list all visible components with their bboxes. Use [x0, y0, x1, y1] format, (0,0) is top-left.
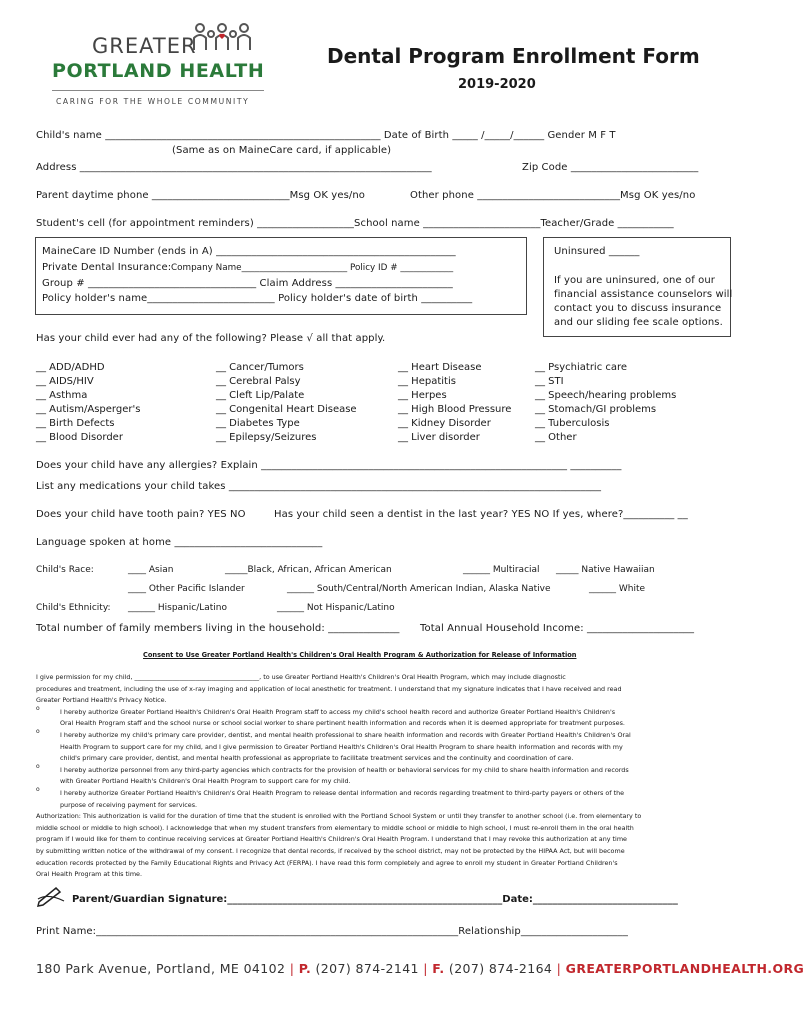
footer-separator: |	[289, 961, 295, 976]
condition-checkbox[interactable]: __ Cerebral Palsy	[216, 376, 301, 387]
condition-checkbox[interactable]: __ Cancer/Tumors	[216, 362, 304, 373]
condition-checkbox[interactable]: __ ADD/ADHD	[36, 362, 105, 373]
condition-checkbox[interactable]: __ STI	[535, 376, 564, 387]
conditions-col-2	[216, 361, 357, 445]
ethnicity-not-hispanic-option[interactable]: ______ Not Hispanic/Latino	[277, 603, 395, 613]
private-insurance-label: Private Dental Insurance:	[42, 262, 172, 273]
footer-fax-label: F.	[432, 961, 445, 976]
dentist-question[interactable]: Has your child seen a dentist in the last year? YES NO If yes, where?__________ __	[274, 509, 688, 520]
uninsured-note-2: financial assistance counselors will	[554, 289, 733, 300]
allergies-field[interactable]: Does your child have any allergies? Explain ____________________________________________________________ __________	[36, 460, 622, 471]
consent-line: Oral Health Program staff and the school nurse or school social worker to share pertinent health information and records when it is deemed appropriate for treatment purposes.	[60, 719, 625, 728]
consent-line: I hereby authorize Greater Portland Health's Children's Oral Health Program to release dental information and records regarding treatment to third-party payers or others of the	[60, 788, 625, 797]
uninsured-field[interactable]: Uninsured ______	[554, 246, 640, 257]
group-claim-field[interactable]: Group # _________________________________ Claim Address _______________________	[42, 278, 453, 289]
other-phone-field[interactable]: Other phone ____________________________Msg OK yes/no	[410, 190, 696, 201]
consent-line: I hereby authorize Greater Portland Health's Children's Oral Health Program staff to access my child's school health record and authorize Greater Portland Health's Children's	[60, 707, 616, 716]
authorization-line: education records protected by the Family Educational Rights and Privacy Act (FERPA). I have read this form completely and agree to enroll my student in Greater Portland Children's	[36, 858, 618, 867]
company-policy-field[interactable]: Company Name________________________ Policy ID # ____________	[171, 263, 454, 273]
condition-checkbox[interactable]: __ Herpes	[398, 390, 447, 401]
ethnicity-label: Child's Ethnicity:	[36, 603, 111, 613]
condition-checkbox[interactable]: __ Psychiatric care	[535, 362, 628, 373]
logo	[52, 18, 267, 113]
footer-fax: (207) 874-2164	[448, 961, 553, 976]
address-field[interactable]: Address _____________________________________________________________________	[36, 162, 432, 173]
footer-website[interactable]: GREATERPORTLANDHEALTH.ORG	[565, 961, 804, 976]
policy-holder-field[interactable]: Policy holder's name_________________________ Policy holder's date of birth __________	[42, 293, 473, 304]
zip-field[interactable]: Zip Code _________________________	[522, 162, 699, 173]
authorization-line: Authorization: This authorization is valid for the duration of time that the student is enrolled with the Portland School System or until they transfer to another school (i.e. from elementary to	[36, 812, 642, 821]
condition-checkbox[interactable]: __ Cleft Lip/Palate	[216, 390, 305, 401]
family-members-field[interactable]: Total number of family members living in the household: ______________	[36, 623, 400, 634]
uninsured-note-1: If you are uninsured, one of our	[554, 275, 716, 286]
condition-checkbox[interactable]: __ Autism/Asperger's	[36, 404, 141, 415]
bullet-icon: o	[36, 728, 40, 735]
race-white-option[interactable]: ______ White	[589, 584, 646, 594]
condition-checkbox[interactable]: __ Congenital Heart Disease	[216, 404, 357, 415]
consent-line: I give permission for my child, _______________________________________, to use Greater Portland Health's Children's Oral Health Program, which may include diagnostic	[36, 673, 566, 681]
race-hawaiian-option[interactable]: _____ Native Hawaiian	[556, 565, 655, 575]
income-field[interactable]: Total Annual Household Income: _____________________	[420, 623, 695, 634]
race-pacific-option[interactable]: ____ Other Pacific Islander	[128, 584, 245, 594]
child-name-sublabel: (Same as on MaineCare card, if applicable)	[172, 145, 392, 156]
consent-line: I hereby authorize my child's primary care provider, dentist, and mental health professional to share health information and records with Greater Portland Health's Children's Oral	[60, 730, 631, 739]
uninsured-note-4: and our sliding fee scale options.	[554, 317, 723, 328]
race-native-option[interactable]: ______ South/Central/North American Indian, Alaska Native	[287, 584, 551, 594]
child-name-row[interactable]: Child's name ______________________________________________________ Date of Birth _____ /_____/______ Gender M F T	[36, 130, 616, 141]
consent-line: child's primary care provider, dentist, and mental health professional as appropriate to facilitate treatment services and the continuity and coordination of care.	[60, 754, 574, 763]
consent-line: Health Program to support care for my child, and I give permission to Greater Portland Health's Children's Oral Health Program to share health information and records with my	[60, 742, 623, 751]
footer-phone-label: P.	[298, 961, 312, 976]
privacy-notice-line: Greater Portland Health's Privacy Notice.	[36, 696, 167, 705]
condition-checkbox[interactable]: __ Asthma	[36, 390, 88, 401]
race-black-option[interactable]: _____Black, African, African American	[225, 565, 392, 575]
footer-phone: (207) 874-2141	[315, 961, 419, 976]
conditions-col-3	[398, 361, 511, 445]
conditions-question: Has your child ever had any of the following? Please √ all that apply.	[36, 333, 386, 344]
logo-line1: GREATER	[92, 34, 197, 58]
bullet-icon: o	[36, 705, 40, 712]
condition-checkbox[interactable]: __ Kidney Disorder	[398, 418, 491, 429]
student-cell-row[interactable]: Student's cell (for appointment reminders) ___________________School name _______________________Teacher/Grade ___________	[36, 218, 674, 229]
ethnicity-hispanic-option[interactable]: ______ Hispanic/Latino	[128, 603, 227, 613]
condition-checkbox[interactable]: __ Blood Disorder	[36, 432, 123, 443]
pen-icon	[36, 884, 66, 906]
condition-checkbox[interactable]: __ Speech/hearing problems	[535, 390, 677, 401]
consent-line: I hereby authorize personnel from any third-party agencies which contracts for the provision of health or behavioral services for my child to share health information and records	[60, 765, 629, 774]
condition-checkbox[interactable]: __ Epilepsy/Seizures	[216, 432, 317, 443]
conditions-col-4	[535, 361, 676, 445]
logo-rule	[52, 90, 264, 91]
print-name-field[interactable]: Print Name:_______________________________________________________________________Relationship_____________________	[36, 926, 628, 937]
condition-checkbox[interactable]: __ Tuberculosis	[535, 418, 610, 429]
condition-checkbox[interactable]: __ Birth Defects	[36, 418, 115, 429]
consent-line: with Greater Portland Health's Children's Oral Health Program to support care for my child.	[60, 777, 351, 786]
tooth-pain-question[interactable]: Does your child have tooth pain? YES NO	[36, 509, 246, 520]
footer-separator: |	[556, 961, 562, 976]
condition-checkbox[interactable]: __ Liver disorder	[398, 432, 480, 443]
mainecare-id-field[interactable]: MaineCare ID Number (ends in A) _______________________________________________	[42, 246, 456, 257]
race-multiracial-option[interactable]: ______ Multiracial	[463, 565, 540, 575]
authorization-line: program if I would like for them to continue receiving services at Greater Portland Health's Children's Oral Health Program. I understand that I may revoke this authorization at any time	[36, 835, 627, 844]
bullet-icon: o	[36, 763, 40, 770]
bullet-icon: o	[36, 786, 40, 793]
form-year: 2019-2020	[458, 77, 536, 92]
logo-line2: PORTLAND HEALTH	[52, 60, 265, 82]
parent-phone-field[interactable]: Parent daytime phone ___________________________Msg OK yes/no	[36, 190, 366, 201]
race-label: Child's Race:	[36, 565, 94, 575]
authorization-line: Oral Health Program at this time.	[36, 870, 143, 879]
conditions-col-1	[36, 361, 140, 445]
consent-paragraph	[36, 672, 736, 881]
consent-title: Consent to Use Greater Portland Health's Children's Oral Health Program & Authorization for Release of Information	[143, 651, 577, 659]
condition-checkbox[interactable]: __ Hepatitis	[398, 376, 456, 387]
authorization-line: by submitting written notice of the withdrawal of my consent. I recognize that dental records, if received by the school district, may not be protected by the HIPAA Act, but will become	[36, 846, 625, 855]
medications-field[interactable]: List any medications your child takes _________________________________________________________________________	[36, 481, 602, 492]
race-asian-option[interactable]: ____ Asian	[128, 565, 174, 575]
parent-signature-field[interactable]: Parent/Guardian Signature:_______________________________________________________Date:_____________________________	[72, 894, 678, 905]
condition-checkbox[interactable]: __ Diabetes Type	[216, 418, 300, 429]
condition-checkbox[interactable]: __ Other	[535, 432, 577, 443]
condition-checkbox[interactable]: __ High Blood Pressure	[398, 404, 512, 415]
footer-separator: |	[423, 961, 428, 976]
condition-checkbox[interactable]: __ AIDS/HIV	[36, 376, 94, 387]
logo-people-icon	[190, 22, 254, 52]
consent-line: procedures and treatment, including the use of x-ray imaging and application of local anesthetic for treatment. I understand that my signature indicates that I have received and read	[36, 684, 622, 693]
language-field[interactable]: Language spoken at home _____________________________	[36, 537, 323, 548]
footer	[36, 961, 804, 976]
page-title: Dental Program Enrollment Form	[327, 44, 700, 68]
uninsured-note-3: contact you to discuss insurance	[554, 303, 722, 314]
logo-tagline: CARING FOR THE WHOLE COMMUNITY	[56, 97, 250, 106]
consent-line: purpose of receiving payment for services.	[60, 800, 198, 809]
condition-checkbox[interactable]: __ Stomach/GI problems	[535, 404, 657, 415]
authorization-line: middle school or middle to high school). I acknowledge that when my student transfers from elementary to middle school or middle to high school, I must re-enroll them in the oral health	[36, 823, 634, 832]
footer-address: 180 Park Avenue, Portland, ME 04102	[36, 961, 286, 976]
condition-checkbox[interactable]: __ Heart Disease	[398, 362, 482, 373]
